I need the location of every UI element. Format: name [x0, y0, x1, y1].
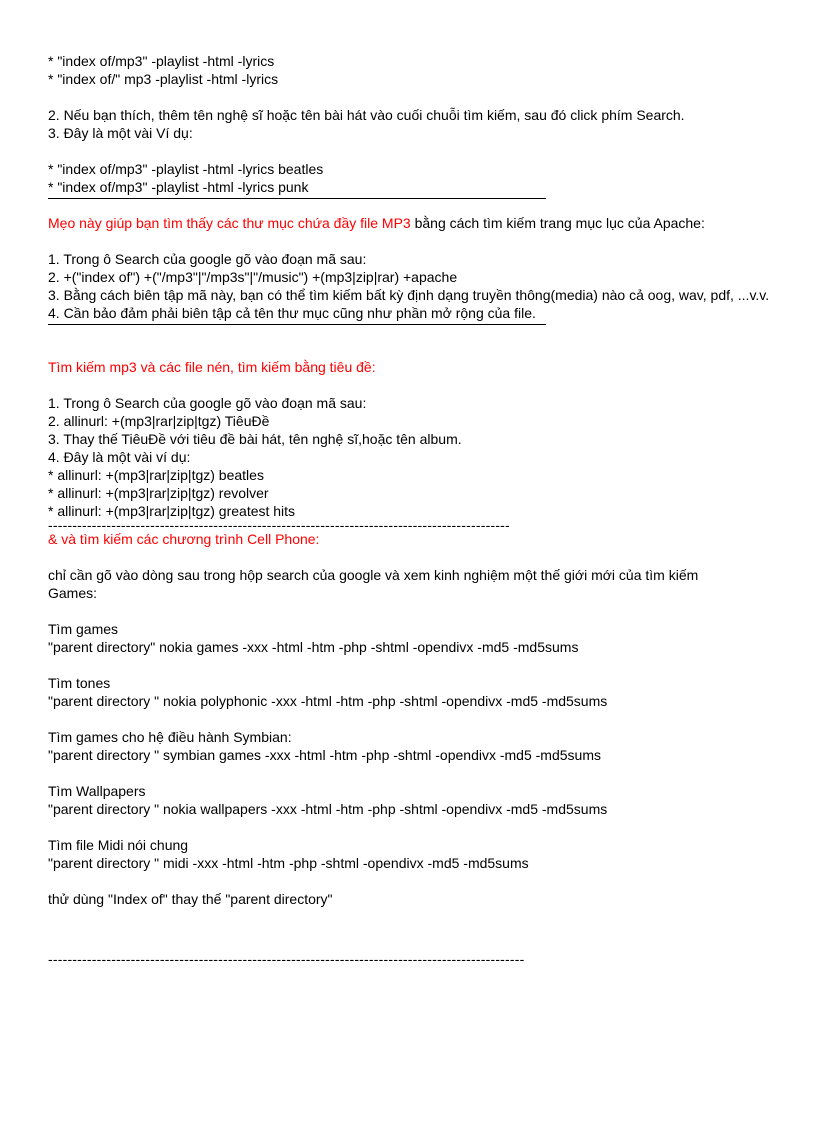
step-line: 4. Đây là một vài ví dụ: — [48, 449, 191, 465]
item-title: Tìm games — [48, 621, 119, 637]
step-line: 3. Đây là một vài Ví dụ: — [48, 125, 193, 141]
example-line: * allinurl: +(mp3|rar|zip|tgz) revolver — [48, 485, 269, 501]
item-title: Tìm file Midi nói chung — [48, 837, 189, 853]
example-line: * "index of/mp3" -playlist -html -lyrics beatles — [48, 161, 324, 177]
heading-rest: bằng cách tìm kiếm trang mục lục của Apache: — [410, 215, 705, 231]
spacer — [48, 602, 788, 620]
dashed-separator: -------------------------------------------------------------------------------------------------- — [48, 951, 525, 967]
query-line: * "index of/" mp3 -playlist -html -lyrics — [48, 71, 279, 87]
example-line: * "index of/mp3" -playlist -html -lyrics punk — [48, 179, 309, 195]
step-line: 2. Nếu bạn thích, thêm tên nghệ sĩ hoặc tên bài hát vào cuối chuỗi tìm kiếm, sau đó click phím Search. — [48, 107, 685, 123]
step-line: 4. Cần bảo đảm phải biên tập cả tên thư mục cũng như phần mở rộng của file. — [48, 305, 536, 321]
step-line: 3. Thay thế TiêuĐề với tiêu đề bài hát, tên nghệ sĩ,hoặc tên album. — [48, 431, 462, 447]
step-line: 1. Trong ô Search của google gõ vào đoạn mã sau: — [48, 395, 367, 411]
item-query: "parent directory" nokia games -xxx -html -htm -php -shtml -opendivx -md5 -md5sums — [48, 639, 579, 655]
spacer — [48, 656, 788, 674]
spacer — [48, 232, 788, 250]
step-line: 3. Bằng cách biên tập mã này, bạn có thể tìm kiếm bất kỳ định dạng truyền thông(media) nào cả oog, wav, pdf, ...v.v. — [48, 287, 770, 303]
section-heading-cell-phone: & và tìm kiếm các chương trình Cell Phone: — [48, 531, 320, 547]
heading-highlight: Mẹo này giúp bạn tìm thấy các thư mục chứa đầy file MP3 — [48, 215, 411, 231]
dashed-separator: ----------------------------------------------------------------------------------------------- — [48, 520, 510, 530]
spacer — [48, 872, 788, 890]
spacer — [48, 376, 788, 394]
spacer — [48, 764, 788, 782]
step-line: 1. Trong ô Search của google gõ vào đoạn mã sau: — [48, 251, 367, 267]
spacer — [48, 199, 788, 214]
example-line: * allinurl: +(mp3|rar|zip|tgz) beatles — [48, 467, 264, 483]
item-query: "parent directory " midi -xxx -html -htm -php -shtml -opendivx -md5 -md5sums — [48, 855, 529, 871]
query-line: * "index of/mp3" -playlist -html -lyrics — [48, 53, 275, 69]
spacer — [48, 548, 788, 566]
section-heading-apache — [48, 214, 788, 232]
item-title: Tìm Wallpapers — [48, 783, 146, 799]
item-title: Tìm games cho hệ điều hành Symbian: — [48, 729, 292, 745]
spacer — [48, 710, 788, 728]
spacer — [48, 88, 788, 106]
spacer — [48, 908, 788, 950]
intro-paragraph: chỉ cần gõ vào dòng sau trong hộp search của google và xem kinh nghiệm một thế giới mới của tìm kiếm Games: — [48, 567, 703, 601]
spacer — [48, 818, 788, 836]
tip-line: thử dùng "Index of" thay thế "parent directory" — [48, 891, 333, 907]
step-line: 2. allinurl: +(mp3|rar|zip|tgz) TiêuĐề — [48, 413, 270, 429]
spacer — [48, 142, 788, 160]
example-line: * allinurl: +(mp3|rar|zip|tgz) greatest hits — [48, 503, 296, 519]
step-line: 2. +("index of") +("/mp3"|"/mp3s"|"/music") +(mp3|zip|rar) +apache — [48, 269, 458, 285]
document-page — [48, 52, 788, 968]
item-query: "parent directory " symbian games -xxx -html -htm -php -shtml -opendivx -md5 -md5sums — [48, 747, 601, 763]
section-heading-title-search: Tìm kiếm mp3 và các file nén, tìm kiếm bằng tiêu đề: — [48, 359, 376, 375]
item-query: "parent directory " nokia wallpapers -xxx -html -htm -php -shtml -opendivx -md5 -md5sums — [48, 801, 608, 817]
spacer — [48, 325, 788, 358]
item-title: Tìm tones — [48, 675, 111, 691]
item-query: "parent directory " nokia polyphonic -xxx -html -htm -php -shtml -opendivx -md5 -md5sums — [48, 693, 608, 709]
